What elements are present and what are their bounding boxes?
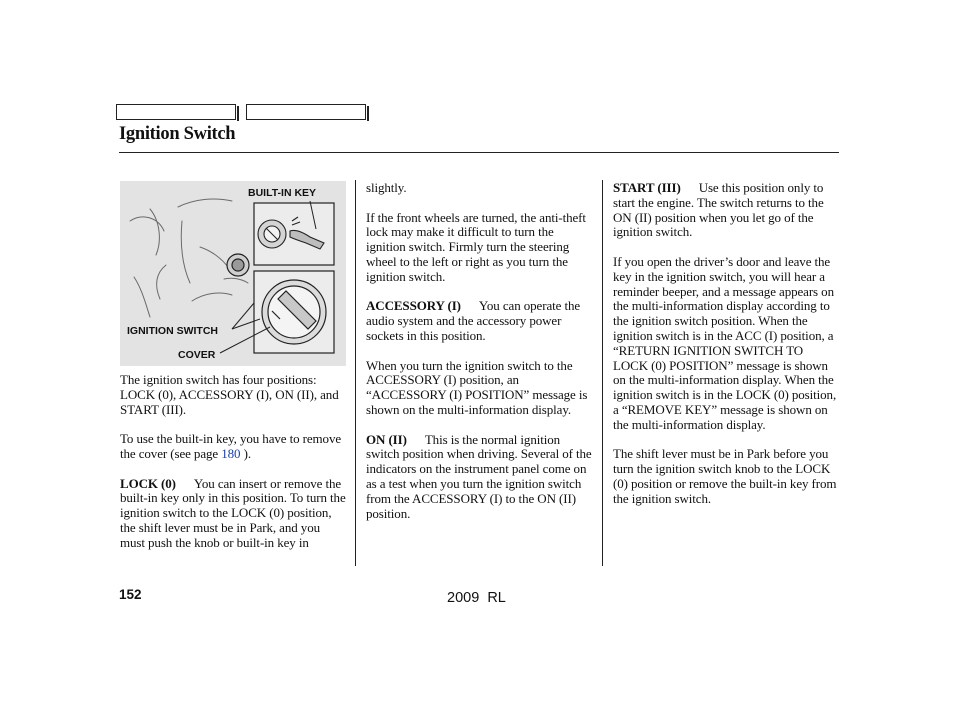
anti-theft-paragraph: If the front wheels are turned, the anti-theft lock may make it difficult to turn the ignition switch. Firmly turn the steering wheel to the left or right as you turn the ignition switch.: [366, 209, 586, 284]
start-term: START (III): [613, 180, 681, 195]
page-180-link[interactable]: 180: [221, 445, 241, 461]
positions-paragraph: The ignition switch has four positions: LOCK (0), ACCESSORY (I), ON (II), and START (III).: [120, 372, 339, 417]
text-column-2: [366, 181, 596, 536]
accessory-term: ACCESSORY (I): [366, 298, 461, 314]
start-description: Use this position only to start the engine. The switch returns to the ON (II) position when you let go of the ignition switch.: [613, 180, 824, 240]
footer-model: 2009 RL: [447, 590, 506, 606]
built-in-key-text-end: ).: [240, 445, 251, 461]
cover-label: COVER: [178, 349, 216, 361]
text-column-3: [613, 181, 839, 521]
accessory-description: You can operate the audio system and the accessory power sockets in this position.: [366, 298, 581, 343]
continuation-paragraph: slightly.: [366, 180, 407, 195]
nav-tab-1[interactable]: [116, 104, 236, 120]
nav-tab-2[interactable]: [246, 104, 366, 120]
lock-paragraph: [120, 477, 346, 551]
on-paragraph: [366, 433, 596, 522]
text-column-1: [120, 373, 346, 565]
built-in-key-label: BUILT-IN KEY: [248, 187, 317, 199]
built-in-key-text: To use the built-in key, you have to remove the cover (see page: [120, 431, 342, 461]
reminder-paragraph: If you open the driver’s door and leave the key in the ignition switch, you will hear a reminder beeper, and a message appears on the multi-information display according to the ignition switch position. When the ignition switch is in the ACC (I) position, a “RETURN IGNITION SWITCH TO LOCK (0) POSITION” message is shown on the multi-information display. When the ignition switch is in the LOCK (0) position, a “REMOVE KEY” message is shown on the multi-information display.: [613, 253, 837, 432]
column-divider-2: [602, 180, 603, 566]
built-in-key-paragraph: [120, 432, 346, 462]
on-term: ON (II): [366, 431, 407, 447]
ignition-switch-label: IGNITION SWITCH: [127, 325, 218, 337]
page-title: Ignition Switch: [119, 124, 236, 144]
on-description: This is the normal ignition switch position when driving. Several of the indicators on the instrument panel come on as a test when you turn the ignition switch from the ACCESSORY (I) to the ON (II) position.: [366, 431, 592, 521]
page-number: 152: [119, 587, 142, 602]
shift-lever-paragraph: The shift lever must be in Park before you turn the ignition switch knob to the LOCK (0) position or remove the built-in key from the ignition switch.: [613, 446, 837, 506]
column-divider-1: [355, 180, 356, 566]
lock-term: LOCK (0): [120, 475, 176, 491]
accessory-message-paragraph: When you turn the ignition switch to the ACCESSORY (I) position, an “ACCESSORY (I) POSITION” message is shown on the multi-information display.: [366, 357, 588, 417]
title-rule: [119, 152, 839, 153]
ignition-switch-figure: [120, 181, 346, 366]
start-paragraph: [613, 181, 839, 240]
accessory-paragraph: [366, 299, 596, 343]
lock-description: You can insert or remove the built-in key only in this position. To turn the ignition switch to the LOCK (0) position, the shift lever must be in Park, and you must push the knob or built-in key in: [120, 475, 346, 550]
ignition-switch-illustration: [120, 181, 346, 366]
